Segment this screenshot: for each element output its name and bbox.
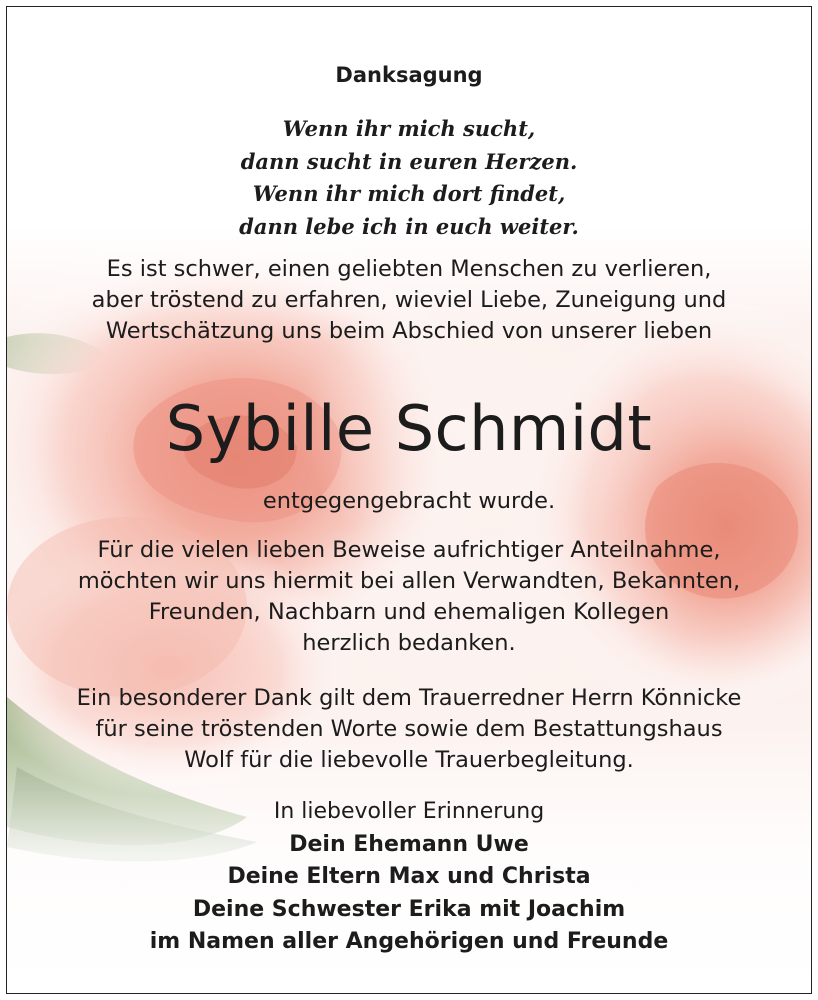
poem-line: Wenn ihr mich dort findet, xyxy=(252,181,566,206)
intro-line: Wertschätzung uns beim Abschied von unserer lieben xyxy=(105,318,713,344)
special-thanks-line: für seine tröstenden Worte sowie dem Bestattungshaus xyxy=(95,716,723,742)
heading: Danksagung xyxy=(335,63,483,87)
poem-line: Wenn ihr mich sucht, xyxy=(282,116,536,141)
intro-line: Es ist schwer, einen geliebten Menschen zu verlieren, xyxy=(106,256,712,282)
thanks-paragraph xyxy=(27,535,791,659)
obituary-text xyxy=(7,7,811,993)
poem-line: dann sucht in euren Herzen. xyxy=(240,148,578,174)
special-thanks-line: Ein besonderer Dank gilt dem Trauerredner Herrn Könnicke xyxy=(76,685,742,711)
signer: Deine Schwester Erika mit Joachim xyxy=(192,896,626,922)
thanks-line: Für die vielen lieben Beweise aufrichtiger Anteilnahme, xyxy=(97,537,721,563)
intro-paragraph xyxy=(27,254,791,347)
poem xyxy=(7,113,811,243)
intro-line: aber tröstend zu erfahren, wieviel Liebe, Zuneigung und xyxy=(91,287,727,313)
signer: Deine Eltern Max und Christa xyxy=(227,864,591,889)
thanks-line: Freunden, Nachbarn und ehemaligen Kollegen xyxy=(148,599,670,625)
thanks-line: herzlich bedanken. xyxy=(302,630,516,656)
closing-intro: In liebevoller Erinnerung xyxy=(273,799,545,824)
signer: im Namen aller Angehörigen und Freunde xyxy=(149,929,669,954)
obituary-card xyxy=(6,6,812,994)
after-name-text: entgegengebracht wurde. xyxy=(262,488,556,514)
poem-line: dann lebe ich in euch weiter. xyxy=(239,213,579,239)
deceased-name: Sybille Schmidt xyxy=(165,392,653,465)
closing-block xyxy=(7,796,811,959)
special-thanks-line: Wolf für die liebevolle Trauerbegleitung. xyxy=(184,747,634,773)
thanks-line: möchten wir uns hiermit bei allen Verwandten, Bekannten, xyxy=(77,568,741,594)
signer: Dein Ehemann Uwe xyxy=(289,831,529,857)
special-thanks-paragraph xyxy=(27,683,791,776)
